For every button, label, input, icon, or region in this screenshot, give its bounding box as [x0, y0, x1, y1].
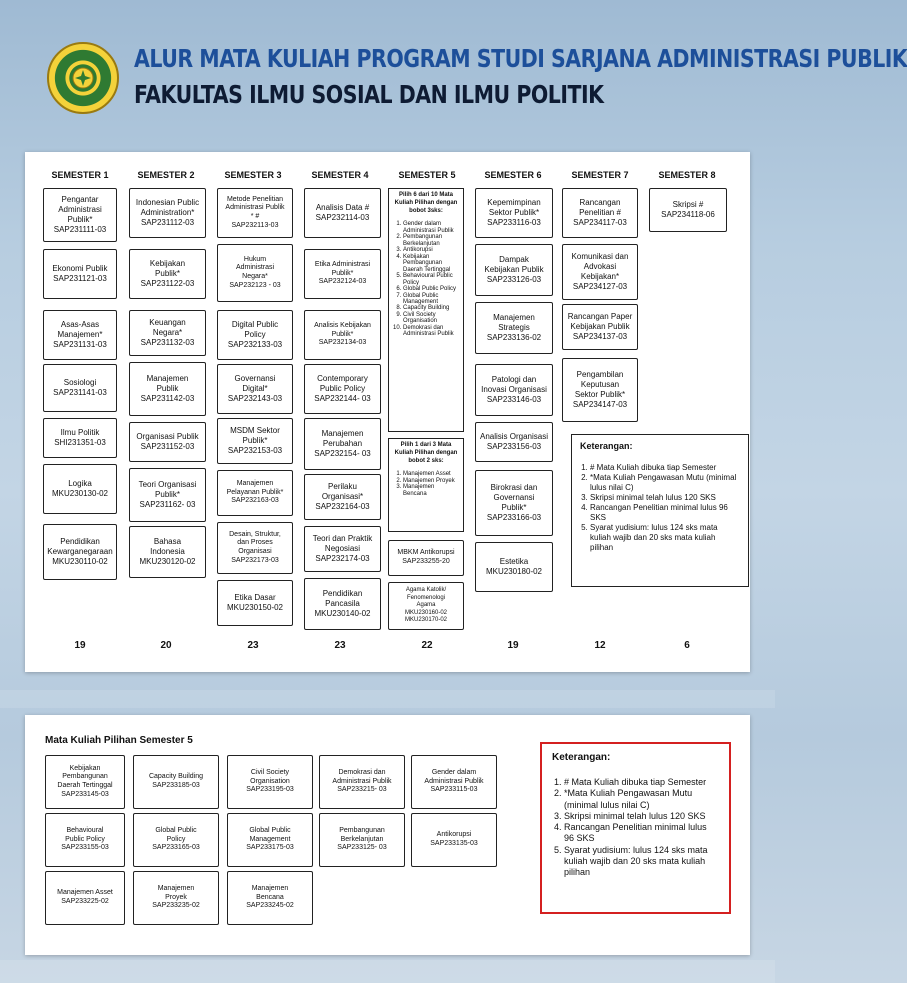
elective-item: 10. Demokrasi dan Administrasi Publik — [403, 325, 459, 338]
course-box: Ekonomi Publik SAP231121-03 — [43, 249, 117, 299]
course-box: Pengambilan Keputusan Sektor Publik* SAP234147-03 — [562, 358, 638, 422]
course-box: Ilmu Politik SHI231351-03 — [43, 418, 117, 458]
course-box: Rancangan Penelitian # SAP234117-03 — [562, 188, 638, 238]
semester-header: SEMESTER 6 — [484, 170, 542, 180]
course-box: Analisis Data # SAP232114-03 — [304, 188, 381, 238]
legend-item: 4. Rancangan Penelitian minimal lulus 96 SKS — [564, 822, 719, 845]
page-title: ALUR MATA KULIAH PROGRAM STUDI SARJANA ADMINISTRASI PUBLIK — [134, 44, 907, 73]
elective-list — [393, 471, 459, 497]
legend-item: 3. Skripsi minimal telah lulus 120 SKS — [590, 493, 740, 503]
semester-header: SEMESTER 1 — [51, 170, 109, 180]
course-box: Komunikasi dan Advokasi Kebijakan* SAP234127-03 — [562, 244, 638, 300]
course-box: Pengantar Administrasi Publik* SAP231111-03 — [43, 188, 117, 242]
course-box: Pendidikan Kewarganegaraan MKU230110-02 — [43, 524, 117, 580]
course-box: Perilaku Organisasi* SAP232164-03 — [304, 474, 381, 520]
elective-course-box: Pembangunan Berkelanjutan SAP233125- 03 — [319, 813, 405, 867]
course-box: Dampak Kebijakan Publik SAP233126-03 — [475, 244, 553, 296]
elective-group-2sks — [388, 438, 464, 532]
semester-header: SEMESTER 3 — [224, 170, 282, 180]
course-box: Desain, Struktur, dan Proses Organisasi SAP232173-03 — [217, 522, 293, 574]
course-box: Manajemen Pelayanan Publik* SAP232163-03 — [217, 470, 293, 516]
sks-total: 12 — [594, 640, 606, 651]
course-box: Kepemimpinan Sektor Publik* SAP233116-03 — [475, 188, 553, 238]
legend-item: 5. Syarat yudisium: lulus 124 sks mata kuliah wajib dan 20 sks mata kuliah pilihan — [590, 523, 740, 553]
legend-list — [552, 777, 719, 878]
elective-item: 2. Pembangunan Berkelanjutan — [403, 234, 459, 247]
course-box: Keuangan Negara* SAP231132-03 — [129, 310, 206, 356]
elective-list — [393, 221, 459, 337]
course-box: Indonesian Public Administration* SAP231112-03 — [129, 188, 206, 238]
elective-item: 2. Manajemen Proyek — [403, 478, 459, 484]
semester-header: SEMESTER 8 — [658, 170, 716, 180]
course-box: Digital Public Policy SAP232133-03 — [217, 310, 293, 360]
elective-course-box: Behavioural Public Policy SAP233155-03 — [45, 813, 125, 867]
elective-item: 3. Antikorupsi — [403, 247, 459, 253]
legend-item: 3. Skripsi minimal telah lulus 120 SKS — [564, 811, 719, 822]
elective-course-box: Demokrasi dan Administrasi Publik SAP233215- 03 — [319, 755, 405, 809]
elective-item: 7. Global Public Management — [403, 293, 459, 306]
course-box: Manajemen Publik SAP231142-03 — [129, 362, 206, 416]
sks-total: 6 — [684, 640, 690, 651]
page-subtitle: FAKULTAS ILMU SOSIAL DAN ILMU POLITIK — [134, 80, 604, 109]
legend-box-highlighted — [540, 742, 731, 914]
university-logo — [47, 42, 119, 114]
elective-course-box: Global Public Management SAP233175-03 — [227, 813, 313, 867]
course-box: Metode Penelitian Administrasi Publik * # SAP232113-03 — [217, 188, 293, 238]
elective-course-box: Global Public Policy SAP233165-03 — [133, 813, 219, 867]
semester-header: SEMESTER 5 — [398, 170, 456, 180]
sks-total: 19 — [507, 640, 519, 651]
elective-item: 1. Gender dalam Administrasi Publik — [403, 221, 459, 234]
elective-item: 8. Capacity Building — [403, 305, 459, 311]
course-box: MSDM Sektor Publik* SAP232153-03 — [217, 418, 293, 464]
legend-item: 5. Syarat yudisium: lulus 124 sks mata kuliah wajib dan 20 sks mata kuliah pilihan — [564, 845, 719, 879]
legend-item: 2. *Mata Kuliah Pengawasan Mutu (minimal lulus nilai C) — [590, 473, 740, 493]
elective-course-box: Manajemen Bencana SAP233245-02 — [227, 871, 313, 925]
course-box: Birokrasi dan Governansi Publik* SAP233166-03 — [475, 470, 553, 536]
elective-group-3sks — [388, 188, 464, 432]
legend-list — [580, 463, 740, 553]
sks-total: 23 — [247, 640, 259, 651]
elective-item: 9. Civil Society Organisation — [403, 312, 459, 325]
course-box-mbkm: MBKM Antikorupsi SAP233255-20 — [388, 540, 464, 576]
semester-header: SEMESTER 2 — [137, 170, 195, 180]
course-box: Teori Organisasi Publik* SAP231162- 03 — [129, 468, 206, 522]
sks-total: 23 — [334, 640, 346, 651]
course-box: Manajemen Strategis SAP233136-02 — [475, 302, 553, 354]
course-box: Patologi dan Inovasi Organisasi SAP233146-03 — [475, 364, 553, 416]
elective-group-header: Pilih 6 dari 10 Mata Kuliah Pilihan dengan bobot 3sks: — [394, 192, 458, 214]
sks-total: 20 — [160, 640, 172, 651]
course-box: Asas-Asas Manajemen* SAP231131-03 — [43, 310, 117, 360]
course-box: Skripsi # SAP234118-06 — [649, 188, 727, 232]
course-box: Kebijakan Publik* SAP231122-03 — [129, 249, 206, 299]
course-box: Organisasi Publik SAP231152-03 — [129, 422, 206, 462]
sks-total: 19 — [74, 640, 86, 651]
course-box: Analisis Organisasi SAP233156-03 — [475, 422, 553, 462]
legend-title: Keterangan: — [552, 752, 611, 763]
elective-item: 6. Global Public Policy — [403, 286, 459, 292]
course-box: Hukum Administrasi Negara* SAP232123 - 03 — [217, 244, 293, 302]
electives-panel — [25, 715, 750, 955]
course-box: Bahasa Indonesia MKU230120-02 — [129, 526, 206, 578]
course-box: Contemporary Public Policy SAP232144- 03 — [304, 364, 381, 414]
elective-item: 5. Behavioural Public Policy — [403, 273, 459, 286]
elective-course-box: Antikorupsi SAP233135-03 — [411, 813, 497, 867]
legend-box — [571, 434, 749, 587]
electives-title: Mata Kuliah Pilihan Semester 5 — [45, 735, 193, 746]
curriculum-panel — [25, 152, 750, 672]
course-box: Analisis Kebijakan Publik* SAP232134-03 — [304, 310, 381, 360]
elective-group-header: Pilih 1 dari 3 Mata Kuliah Pilihan dengan bobot 2 sks: — [394, 442, 458, 464]
elective-item: 1. Manajemen Asset — [403, 471, 459, 477]
course-box: Manajemen Perubahan SAP232154- 03 — [304, 418, 381, 470]
elective-course-box: Manajemen Asset SAP233225-02 — [45, 871, 125, 925]
course-box: Estetika MKU230180-02 — [475, 542, 553, 592]
course-box: Sosiologi SAP231141-03 — [43, 364, 117, 412]
course-box: Governansi Digital* SAP232143-03 — [217, 364, 293, 414]
elective-course-box: Gender dalam Administrasi Publik SAP233115-03 — [411, 755, 497, 809]
elective-course-box: Manajemen Proyek SAP233235-02 — [133, 871, 219, 925]
course-box-agama: Agama Katolik/ Fenomenologi Agama MKU230160-02 MKU230170-02 — [388, 582, 464, 630]
legend-title: Keterangan: — [580, 441, 633, 451]
course-box: Teori dan Praktik Negosiasi SAP232174-03 — [304, 526, 381, 572]
legend-item: 1. # Mata Kuliah dibuka tiap Semester — [564, 777, 719, 788]
course-box: Pendidikan Pancasila MKU230140-02 — [304, 578, 381, 630]
legend-item: 2. *Mata Kuliah Pengawasan Mutu (minimal lulus nilai C) — [564, 788, 719, 811]
elective-course-box: Kebijakan Pembangunan Daerah Tertinggal SAP233145-03 — [45, 755, 125, 809]
semester-header: SEMESTER 7 — [571, 170, 629, 180]
legend-item: 4. Rancangan Penelitian minimal lulus 96 SKS — [590, 503, 740, 523]
legend-item: 1. # Mata Kuliah dibuka tiap Semester — [590, 463, 740, 473]
course-box: Rancangan Paper Kebijakan Publik SAP234137-03 — [562, 304, 638, 350]
course-box: Logika MKU230130-02 — [43, 464, 117, 514]
sks-total: 22 — [421, 640, 433, 651]
elective-course-box: Capacity Building SAP233185-03 — [133, 755, 219, 809]
elective-item: 3. Manajemen Bencana — [403, 484, 459, 497]
elective-course-box: Civil Society Organisation SAP233195-03 — [227, 755, 313, 809]
semester-header: SEMESTER 4 — [311, 170, 369, 180]
course-box: Etika Dasar MKU230150-02 — [217, 580, 293, 626]
course-box: Etika Administrasi Publik* SAP232124-03 — [304, 249, 381, 299]
elective-item: 4. Kebijakan Pembangunan Daerah Tertinggal — [403, 254, 459, 273]
